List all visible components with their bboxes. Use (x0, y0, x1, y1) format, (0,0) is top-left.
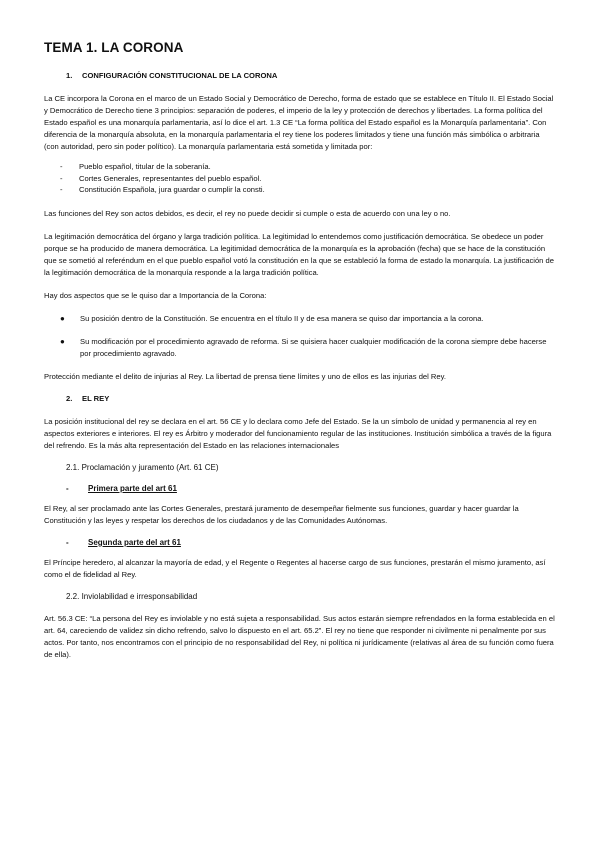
subheading-primera-parte: - Primera parte del art 61 (66, 483, 177, 493)
paragraph-actos-debidos: Las funciones del Rey son actos debidos, es decir, el rey no puede decidir si cumple o esta de acuerdo con una ley o no. (44, 208, 451, 218)
list-item: - Constitución Española, jura guardar o cumplir la consti. (60, 185, 265, 195)
paragraph-juramento-principe: El Príncipe heredero, al alcanzar la mayoría de edad, y el Regente o Regentes al hacerse cargo de sus funciones, prestarán el mismo juramento, así como el de fidelidad al Rey. (44, 557, 546, 579)
subsection-2-1-heading: 2.1. Proclamación y juramento (Art. 61 CE) (66, 462, 219, 472)
paragraph-aspectos: Hay dos aspectos que se le quiso dar a Importancia de la Corona: (44, 290, 267, 300)
paragraph-posicion-rey: La posición institucional del rey se declara en el art. 56 CE y lo declara como Jefe del Estado. Se la un símbolo de unidad y permanencia al rey en aspectos exteriores e interiores. El rey es Árbitro y moderador del funcionamiento regular de las instituciones. Institución simbólica a través de la figura del refrendo. Es la más alta representación del Estado en las relaciones internacionales (44, 416, 552, 450)
importance-list (60, 313, 556, 360)
list-item: ● Su posición dentro de la Constitución. Se encuentra en el título II y de esa manera se quiso dar importancia a la corona. (60, 313, 484, 323)
section-number: 2. (66, 393, 73, 403)
list-item: - Cortes Generales, representantes del pueblo español. (60, 173, 262, 183)
document-page (44, 40, 556, 672)
section-2-heading (66, 394, 556, 403)
list-item: ● Su modificación por el procedimiento agravado de reforma. Si se quisiera hacer cualquier modificación de la corona siempre debe hacerse por procedimiento agravado. (60, 336, 547, 358)
section-number: 1. (66, 71, 73, 80)
list-item: - Pueblo español, titular de la soberanía. (60, 162, 211, 171)
limits-list (60, 161, 556, 196)
paragraph-inviolabilidad: Art. 56.3 CE: “La persona del Rey es inviolable y no está sujeta a responsabilidad. Sus actos estarán siempre refrendados en la forma establecida en el art. 64, careciendo de validez sin dicho refrendo, salvo lo dispuesto en el art. 65.2”. El rey no tiene que responder ni civilmente ni penalmente por sus actos. Por tanto, nos encontramos con el principio de no responsabilidad del Rey, ni política ni jurídicamente (relativas al área de su función como fuera de ella). (44, 613, 555, 659)
paragraph-corona-intro: La CE incorpora la Corona en el marco de un Estado Social y Democrático de Derecho, forma de estado que se establece en Título II. El Estado Social y Democrático de Derecho tiene 3 principios: separación de poderes, el imperio de la ley y protección de derechos y libertades. La forma política del Estado español es una monarquía parlamentaria, así lo dice el art. 1.3 CE “La forma política del Estado español es la Monarquía parlamentaria”. Con diferencia de la monarquía absoluta, en la monarquía parlamentaria el rey tiene los poderes limitados y tiene una función más simbólica o arbitraria (con autoridad, pero sin poder político). La monarquía parlamentaria está sometida y limitada por: (44, 94, 554, 151)
section-1-heading (66, 71, 556, 80)
subheading-segunda-parte: - Segunda parte del art 61 (66, 537, 181, 547)
bullet-icon: ● (60, 313, 65, 323)
paragraph-legitimacion: La legitimación democrática del órgano y larga tradición política. La legitimidad lo entendemos como justificación democrática. Se obedece un poder porque se ha producido de manera democrática. La legitimidad democrática de la monarquía es la aprobación (fecha) que se hace de la constitución que se sometió al referéndum en el que pueblo español votó la constitución en la que se estableció la forma de estado la monarquía. La justificación de la legitimación democrática de la monarquía responde a la larga tradición política. (44, 231, 554, 277)
paragraph-juramento-rey: El Rey, al ser proclamado ante las Cortes Generales, prestará juramento de desempeñar fielmente sus funciones, guardar y hacer guardar la Constitución y las leyes y respetar los derechos de los ciudadanos y de las Comunidades Autónomas. (44, 503, 519, 525)
section-label: EL REY (82, 393, 110, 403)
section-label: CONFIGURACIÓN CONSTITUCIONAL DE LA CORONA (82, 71, 278, 80)
paragraph-injurias: Protección mediante el delito de injurias al Rey. La libertad de prensa tiene límites y uno de ellos es las injurias del Rey. (44, 371, 446, 381)
subsection-2-2-heading: 2.2. Inviolabilidad e irresponsabilidad (66, 591, 198, 601)
bullet-icon: ● (60, 336, 65, 346)
document-title: TEMA 1. LA CORONA (44, 40, 184, 55)
